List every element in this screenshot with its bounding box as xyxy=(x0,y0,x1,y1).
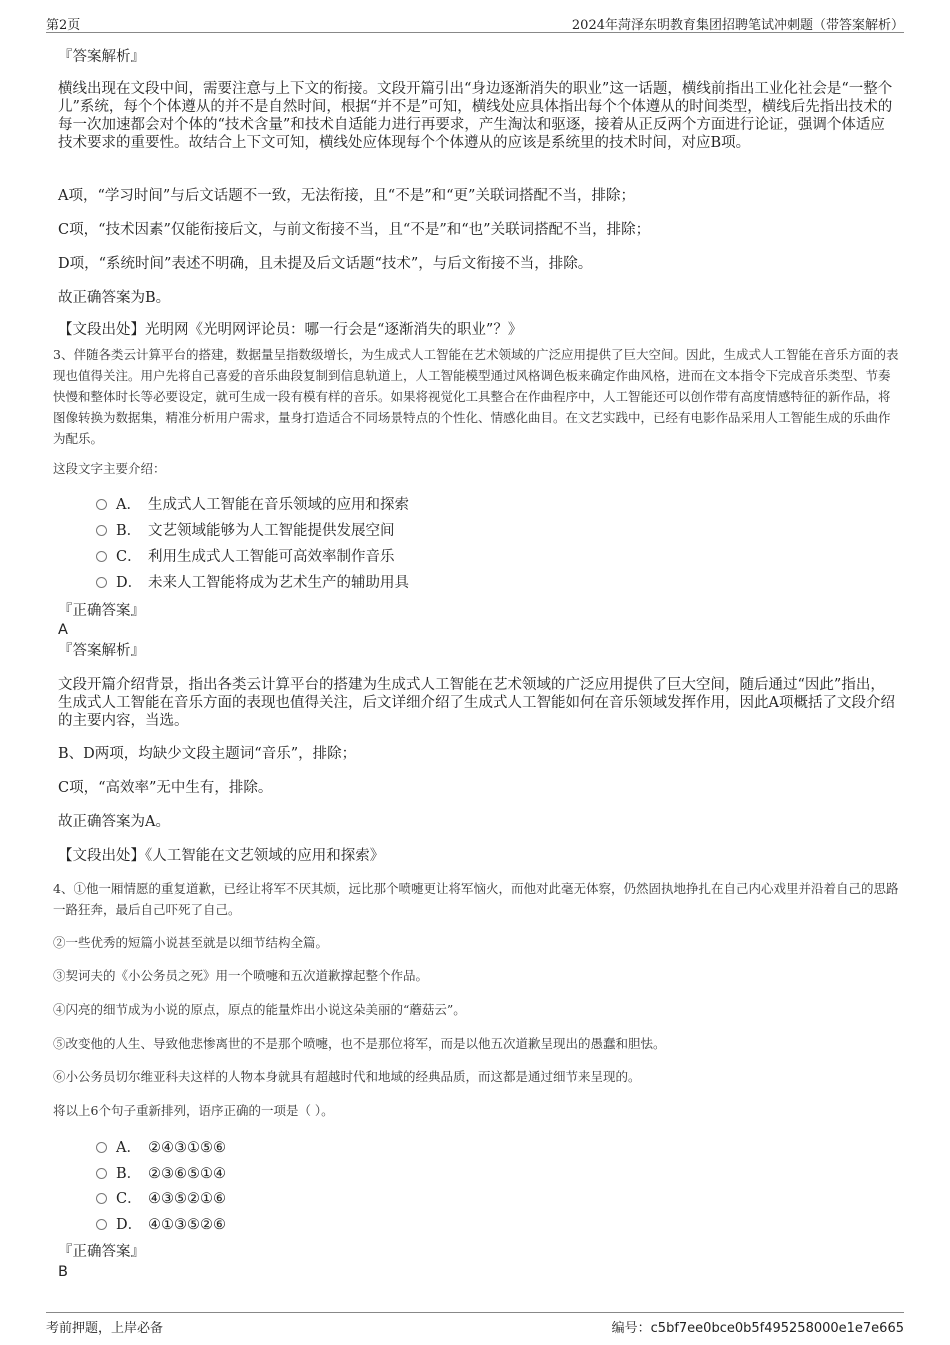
footer-code-label: 编号： xyxy=(611,1321,651,1336)
page-footer xyxy=(46,1312,904,1337)
q3-option-c[interactable]: C． 利用生成式人工智能可高效率制作音乐 xyxy=(96,547,395,567)
q3-prompt: 这段文字主要介绍： xyxy=(53,461,166,476)
q2-analysis-label: 『答案解析』 xyxy=(58,49,145,65)
radio-icon[interactable] xyxy=(96,525,107,536)
radio-icon[interactable] xyxy=(96,577,107,588)
q4-sentence-5: ⑤改变他的人生、导致他悲惨离世的不是那个喷嚏，也不是那位将军，而是以他五次道歉呈现出的愚蠢和胆怯。 xyxy=(53,1036,666,1051)
q4-answer-label: 『正确答案』 xyxy=(58,1244,145,1260)
document-title: 2024年菏泽东明教育集团招聘笔试冲刺题（带答案解析） xyxy=(571,18,904,33)
q3-conclusion: 故正确答案为A。 xyxy=(58,814,170,830)
q4-sentence-3: ③契诃夫的《小公务员之死》用一个喷嚏和五次道歉撑起整个作品。 xyxy=(53,968,429,983)
q2-option-d-note: D项，“系统时间”表述不明确，且未提及后文话题“技术”，与后文衔接不当，排除。 xyxy=(58,256,593,272)
q4-option-a[interactable]: A． ②④③①⑤⑥ xyxy=(96,1138,226,1158)
q4-sentence-6: ⑥小公务员切尔维亚科夫这样的人物本身就具有超越时代和地域的经典品质，而这都是通过细节来呈现的。 xyxy=(53,1069,641,1084)
q3-option-d[interactable]: D． 未来人工智能将成为艺术生产的辅助用具 xyxy=(96,573,409,593)
q3-analysis-text: 文段开篇介绍背景，指出各类云计算平台的搭建为生成式人工智能在艺术领域的广泛应用提供了巨大空间，随后通过“因此”指出，生成式人工智能在音乐方面的表现也值得关注，后文详细介绍了生成式人工智能如何在音乐领域发挥作用，因此A项概括了文段介绍的主要内容，当选。 xyxy=(58,677,895,729)
q4-answer: B xyxy=(58,1264,68,1280)
q3-stem: 3、伴随各类云计算平台的搭建，数据量呈指数级增长，为生成式人工智能在艺术领域的广泛应用提供了巨大空间。因此，生成式人工智能在音乐方面的表现也值得关注。用户先将自己喜爱的音乐曲段复制到信息轨道上，人工智能模型通过风格调色板来确定作曲风格，进而在文本指令下完成音乐类型、节奏快慢和整体时长等必要设定，就可生成一段有模有样的音乐。如果将视觉化工具整合在作曲程序中，人工智能还可以创作带有高度情感特征的新作品，将图像转换为数据集，精准分析用户需求，量身打造适合不同场景特点的个性化、情感化曲目。在文艺实践中，已经有电影作品采用人工智能生成的乐曲作为配乐。 xyxy=(53,347,899,446)
q2-option-c-note: C项，“技术因素”仅能衔接后文，与前文衔接不当，且“不是”和“也”关联词搭配不当，排除； xyxy=(58,222,651,238)
footer-slogan: 考前押题，上岸必备 xyxy=(46,1321,164,1336)
q4-option-c[interactable]: C． ④③⑤②①⑥ xyxy=(96,1189,226,1209)
radio-icon[interactable] xyxy=(96,1193,107,1204)
radio-icon[interactable] xyxy=(96,499,107,510)
q2-option-a-note: A项，“学习时间”与后文话题不一致，无法衔接，且“不是”和“更”关联词搭配不当，排除； xyxy=(58,188,635,204)
page-header xyxy=(46,12,904,33)
q3-answer-label: 『正确答案』 xyxy=(58,603,145,619)
q2-source: 【文段出处】光明网《光明网评论员：哪一行会是“逐渐消失的职业”？》 xyxy=(58,322,523,338)
q2-conclusion: 故正确答案为B。 xyxy=(58,290,171,306)
q4-option-d[interactable]: D． ④①③⑤②⑥ xyxy=(96,1215,226,1235)
page-number: 第2页 xyxy=(46,18,81,33)
q3-option-a[interactable]: A． 生成式人工智能在音乐领域的应用和探索 xyxy=(96,495,409,515)
q3-answer: A xyxy=(58,622,68,638)
q3-option-b[interactable]: B． 文艺领域能够为人工智能提供发展空间 xyxy=(96,521,395,541)
radio-icon[interactable] xyxy=(96,1219,107,1230)
q3-analysis-label: 『答案解析』 xyxy=(58,643,145,659)
footer-code-value: c5bf7ee0bce0b5f495258000e1e7e665 xyxy=(650,1321,904,1336)
q4-sentence-1: 4、①他一厢情愿的重复道歉，已经让将军不厌其烦，远比那个喷嚏更让将军恼火，而他对此毫无体察，仍然固执地挣扎在自己内心戏里并沿着自己的思路一路狂奔，最后自己吓死了自己。 xyxy=(53,881,899,917)
footer-code xyxy=(612,1317,904,1336)
q4-sentence-2: ②一些优秀的短篇小说甚至就是以细节结构全篇。 xyxy=(53,935,329,950)
radio-icon[interactable] xyxy=(96,1168,107,1179)
q3-c-note: C项，“高效率”无中生有，排除。 xyxy=(58,780,273,796)
q3-bd-note: B、D两项，均缺少文段主题词“音乐”，排除； xyxy=(58,746,357,762)
radio-icon[interactable] xyxy=(96,551,107,562)
q4-option-b[interactable]: B． ②③⑥⑤①④ xyxy=(96,1164,226,1184)
q3-source: 【文段出处】《人工智能在文艺领域的应用和探索》 xyxy=(58,848,385,864)
q2-analysis-text: 横线出现在文段中间，需要注意与上下文的衔接。文段开篇引出“身边逐渐消失的职业”这一话题，横线前指出工业化社会是“一整个儿”系统，每个个体遵从的并不是自然时间，根据“并不是”可知，横线处应具体指出每个个体遵从的时间类型，横线后先指出技术的每一次加速都会对个体的“技术含量”和技术自适能力进行再要求，产生淘汰和驱逐，接着从正反两个方面进行论证，强调个体适应技术要求的重要性。故结合上下文可知，横线处应体现每个个体遵从的应该是系统里的技术时间，对应B项。 xyxy=(58,81,893,151)
q4-sentence-4: ④闪亮的细节成为小说的原点，原点的能量炸出小说这朵美丽的“蘑菇云”。 xyxy=(53,1002,466,1017)
q4-prompt: 将以上6个句子重新排列，语序正确的一项是（ ）。 xyxy=(53,1103,334,1118)
radio-icon[interactable] xyxy=(96,1142,107,1153)
